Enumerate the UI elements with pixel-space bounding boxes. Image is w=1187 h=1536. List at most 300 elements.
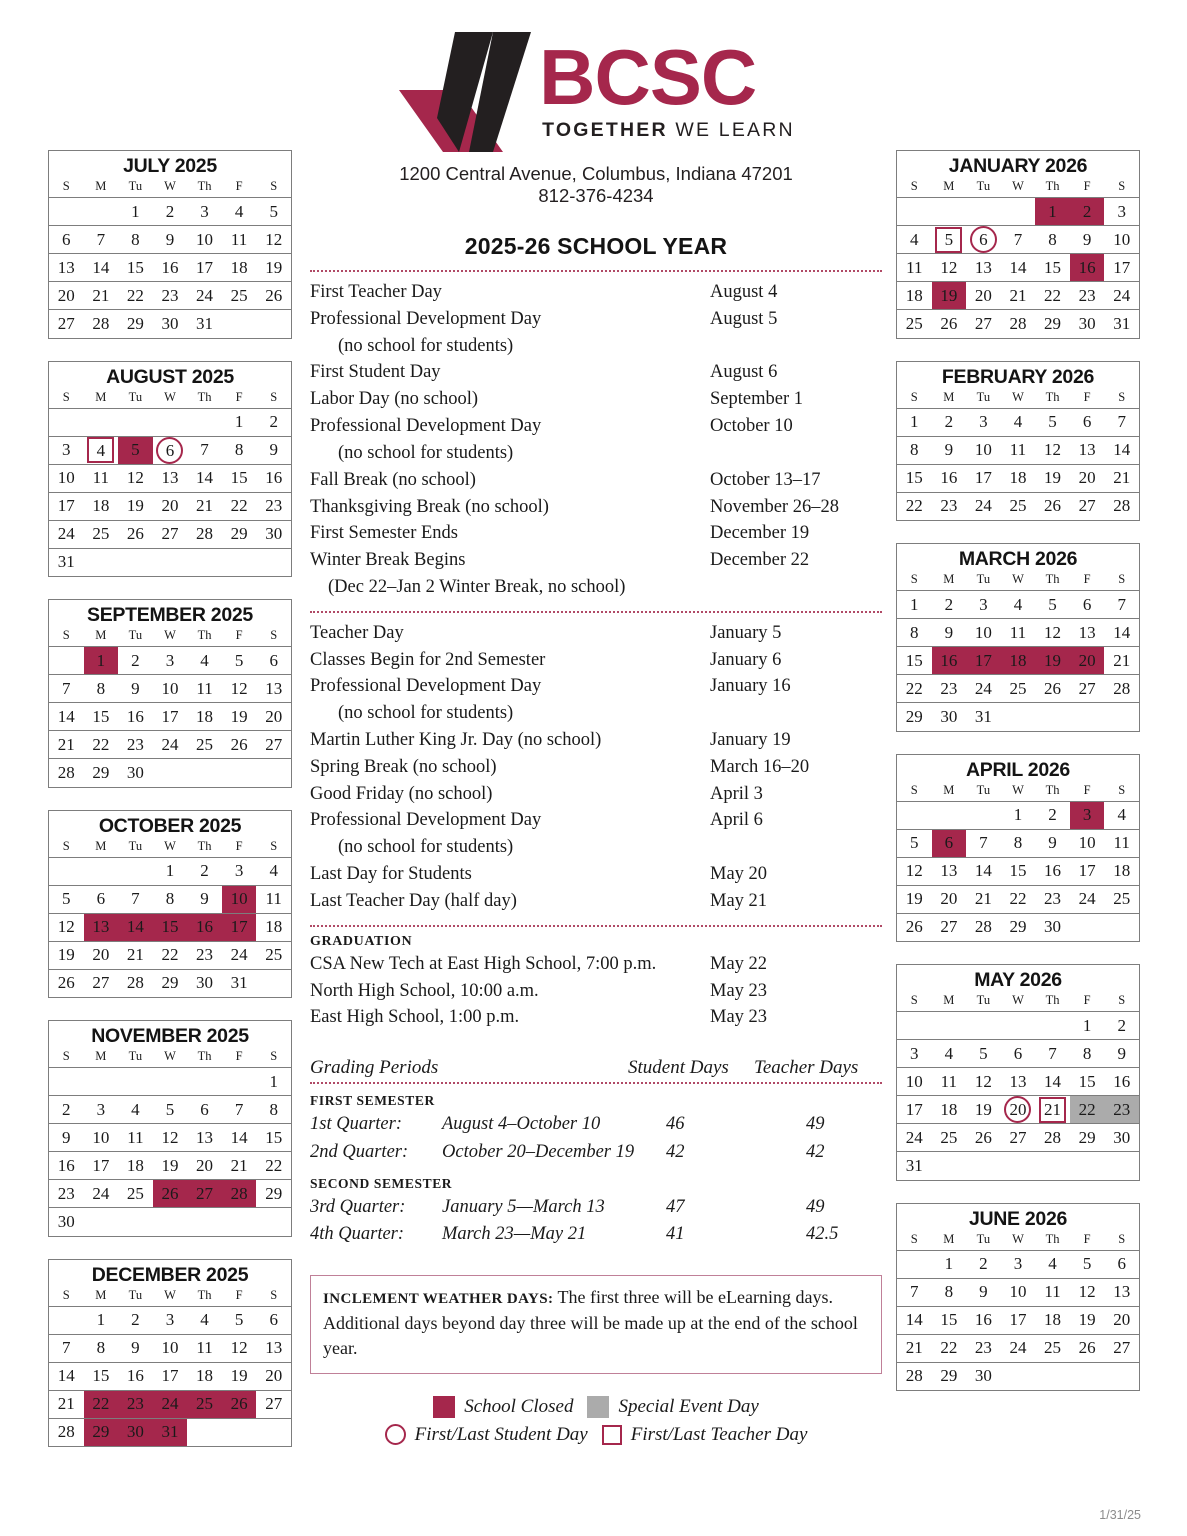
day-cell[interactable]: 6	[1070, 591, 1105, 619]
day-cell[interactable]: 24	[1001, 1334, 1036, 1362]
day-cell[interactable]: 14	[1001, 254, 1036, 282]
day-cell[interactable]: 22	[84, 731, 119, 759]
day-cell[interactable]: 8	[1001, 829, 1036, 857]
day-cell[interactable]: 15	[84, 1362, 119, 1390]
day-cell[interactable]: 21	[49, 1390, 84, 1418]
day-cell[interactable]: 12	[966, 1068, 1001, 1096]
day-cell[interactable]: 21	[1104, 464, 1139, 492]
day-cell[interactable]: 6	[256, 647, 291, 675]
day-cell[interactable]: 2	[966, 1250, 1001, 1278]
day-cell[interactable]: 9	[966, 1278, 1001, 1306]
day-cell[interactable]: 24	[1070, 885, 1105, 913]
day-cell[interactable]: 5	[118, 436, 153, 464]
day-cell[interactable]: 15	[256, 1124, 291, 1152]
day-cell[interactable]: 1	[897, 408, 932, 436]
day-cell[interactable]: 9	[118, 675, 153, 703]
day-cell[interactable]: 16	[966, 1306, 1001, 1334]
day-cell[interactable]: 24	[966, 675, 1001, 703]
day-cell[interactable]: 8	[84, 675, 119, 703]
day-cell[interactable]: 23	[932, 675, 967, 703]
day-cell[interactable]: 4	[1104, 801, 1139, 829]
day-cell[interactable]: 26	[1035, 675, 1070, 703]
day-cell[interactable]: 16	[118, 1362, 153, 1390]
day-cell[interactable]: 22	[1035, 282, 1070, 310]
day-cell[interactable]: 23	[1104, 1096, 1139, 1124]
day-cell[interactable]: 31	[153, 1418, 188, 1446]
day-cell[interactable]: 18	[118, 1152, 153, 1180]
day-cell[interactable]: 13	[49, 254, 84, 282]
day-cell[interactable]: 11	[1001, 436, 1036, 464]
day-cell[interactable]: 11	[222, 226, 257, 254]
day-cell[interactable]: 12	[1070, 1278, 1105, 1306]
day-cell[interactable]: 20	[153, 492, 188, 520]
day-cell[interactable]: 10	[49, 464, 84, 492]
day-cell[interactable]: 14	[49, 703, 84, 731]
day-cell[interactable]: 9	[187, 885, 222, 913]
day-cell[interactable]: 24	[49, 520, 84, 548]
day-cell[interactable]: 3	[1070, 801, 1105, 829]
day-cell[interactable]: 17	[153, 1362, 188, 1390]
day-cell[interactable]: 22	[256, 1152, 291, 1180]
day-cell[interactable]: 23	[187, 941, 222, 969]
day-cell[interactable]: 25	[256, 941, 291, 969]
day-cell[interactable]: 9	[1104, 1040, 1139, 1068]
day-cell[interactable]: 4	[932, 1040, 967, 1068]
day-cell[interactable]: 3	[153, 1306, 188, 1334]
day-cell[interactable]: 15	[897, 647, 932, 675]
day-cell[interactable]: 2	[1070, 198, 1105, 226]
day-cell[interactable]: 30	[1044, 917, 1062, 937]
day-cell[interactable]: 1	[932, 1250, 967, 1278]
day-cell[interactable]: 7	[49, 1334, 84, 1362]
day-cell[interactable]: 29	[940, 1366, 958, 1386]
day-cell[interactable]: 27	[1070, 675, 1105, 703]
day-cell[interactable]: 5	[153, 1096, 188, 1124]
day-cell[interactable]: 15	[1035, 254, 1070, 282]
day-cell[interactable]: 23	[940, 496, 958, 516]
day-cell[interactable]: 17	[966, 464, 1001, 492]
day-cell[interactable]: 22	[153, 941, 188, 969]
day-cell[interactable]: 8	[256, 1096, 291, 1124]
day-cell[interactable]: 10	[1001, 1278, 1036, 1306]
day-cell[interactable]: 16	[1104, 1068, 1139, 1096]
day-cell[interactable]: 8	[84, 1334, 119, 1362]
day-cell[interactable]: 21	[118, 941, 153, 969]
day-cell[interactable]: 18	[1035, 1306, 1070, 1334]
day-cell[interactable]: 20	[1104, 1306, 1139, 1334]
day-cell[interactable]: 19	[932, 282, 967, 310]
day-cell[interactable]: 18	[1104, 857, 1139, 885]
day-cell[interactable]: 6	[1104, 1250, 1139, 1278]
day-cell[interactable]: 23	[118, 1390, 153, 1418]
day-cell[interactable]: 1	[84, 1306, 119, 1334]
day-cell[interactable]: 17	[897, 1096, 932, 1124]
day-cell[interactable]: 18	[932, 1096, 967, 1124]
day-cell[interactable]: 30	[57, 1211, 75, 1231]
day-cell[interactable]: 7	[118, 885, 153, 913]
day-cell[interactable]: 21	[1104, 647, 1139, 675]
day-cell[interactable]: 11	[187, 675, 222, 703]
day-cell[interactable]	[932, 226, 967, 254]
day-cell[interactable]: 10	[153, 1334, 188, 1362]
day-cell[interactable]: 26	[153, 1180, 188, 1208]
day-cell[interactable]: 3	[1104, 198, 1139, 226]
day-cell[interactable]: 10	[153, 675, 188, 703]
day-cell[interactable]: 26	[222, 1390, 257, 1418]
day-cell[interactable]: 5	[1035, 408, 1070, 436]
day-cell[interactable]: 14	[897, 1306, 932, 1334]
day-cell[interactable]: 26	[966, 1124, 1001, 1152]
day-cell[interactable]: 29	[1044, 313, 1062, 333]
day-cell[interactable]: 24	[84, 1180, 119, 1208]
day-cell[interactable]: 27	[256, 1390, 291, 1418]
day-cell[interactable]	[84, 436, 119, 464]
day-cell[interactable]: 6	[932, 829, 967, 857]
day-cell[interactable]: 10	[84, 1124, 119, 1152]
day-cell[interactable]: 29	[92, 762, 110, 782]
day-cell[interactable]: 11	[1001, 619, 1036, 647]
day-cell[interactable]: 12	[222, 1334, 257, 1362]
day-cell[interactable]: 30	[196, 973, 214, 993]
day-cell[interactable]: 5	[1070, 1250, 1105, 1278]
day-cell[interactable]: 27	[1001, 1124, 1036, 1152]
day-cell[interactable]: 18	[187, 703, 222, 731]
day-cell[interactable]: 31	[57, 552, 75, 572]
day-cell[interactable]: 20	[256, 1362, 291, 1390]
day-cell[interactable]: 6	[256, 1306, 291, 1334]
day-cell[interactable]: 6	[1070, 408, 1105, 436]
day-cell[interactable]: 14	[84, 254, 119, 282]
day-cell[interactable]: 7	[49, 675, 84, 703]
day-cell[interactable]: 28	[57, 1422, 75, 1442]
day-cell[interactable]: 3	[222, 857, 257, 885]
day-cell[interactable]: 20	[966, 282, 1001, 310]
day-cell[interactable]: 16	[932, 464, 967, 492]
day-cell[interactable]: 19	[222, 1362, 257, 1390]
day-cell[interactable]: 20	[49, 282, 84, 310]
day-cell[interactable]: 22	[118, 282, 153, 310]
day-cell[interactable]: 21	[222, 1152, 257, 1180]
day-cell[interactable]: 22	[932, 1334, 967, 1362]
day-cell[interactable]: 4	[256, 857, 291, 885]
day-cell[interactable]: 2	[1104, 1012, 1139, 1040]
day-cell[interactable]: 24	[153, 731, 188, 759]
day-cell[interactable]: 29	[161, 973, 179, 993]
day-cell[interactable]: 19	[222, 703, 257, 731]
day-cell[interactable]: 9	[153, 226, 188, 254]
day-cell[interactable]: 17	[966, 647, 1001, 675]
day-cell[interactable]: 18	[256, 913, 291, 941]
day-cell[interactable]: 4	[1001, 591, 1036, 619]
day-cell[interactable]: 23	[966, 1334, 1001, 1362]
day-cell[interactable]: 13	[1070, 619, 1105, 647]
day-cell[interactable]: 2	[153, 198, 188, 226]
day-cell[interactable]: 3	[1001, 1250, 1036, 1278]
day-cell[interactable]	[1035, 1096, 1070, 1124]
day-cell[interactable]: 24	[1104, 282, 1139, 310]
day-cell[interactable]: 12	[118, 464, 153, 492]
day-cell[interactable]: 24	[974, 496, 992, 516]
day-cell[interactable]: 19	[153, 1152, 188, 1180]
day-cell[interactable]: 16	[1035, 857, 1070, 885]
day-cell[interactable]: 4	[1001, 408, 1036, 436]
day-cell[interactable]: 29	[84, 1418, 119, 1446]
day-cell[interactable]: 27	[187, 1180, 222, 1208]
day-cell[interactable]: 18	[897, 282, 932, 310]
day-cell[interactable]: 26	[1044, 496, 1062, 516]
day-cell[interactable]: 11	[187, 1334, 222, 1362]
day-cell[interactable]: 14	[222, 1124, 257, 1152]
day-cell[interactable]: 17	[84, 1152, 119, 1180]
day-cell[interactable]: 24	[897, 1124, 932, 1152]
day-cell[interactable]: 7	[897, 1278, 932, 1306]
day-cell[interactable]: 28	[57, 762, 75, 782]
day-cell[interactable]: 28	[905, 1366, 923, 1386]
day-cell[interactable]: 11	[118, 1124, 153, 1152]
day-cell[interactable]: 21	[187, 492, 222, 520]
day-cell[interactable]: 25	[84, 520, 119, 548]
day-cell[interactable]: 5	[222, 647, 257, 675]
day-cell[interactable]: 25	[1035, 1334, 1070, 1362]
day-cell[interactable]: 4	[1035, 1250, 1070, 1278]
day-cell[interactable]: 4	[897, 226, 932, 254]
day-cell[interactable]: 24	[153, 1390, 188, 1418]
day-cell[interactable]: 12	[932, 254, 967, 282]
day-cell[interactable]: 6	[49, 226, 84, 254]
day-cell[interactable]: 22	[1070, 1096, 1105, 1124]
day-cell[interactable]: 15	[84, 703, 119, 731]
day-cell[interactable]: 8	[222, 436, 257, 464]
day-cell[interactable]: 26	[118, 520, 153, 548]
day-cell[interactable]: 27	[1078, 496, 1096, 516]
day-cell[interactable]: 29	[1009, 917, 1027, 937]
day-cell[interactable]: 25	[187, 731, 222, 759]
day-cell[interactable]: 7	[1104, 408, 1139, 436]
day-cell[interactable]: 26	[905, 917, 923, 937]
day-cell[interactable]: 1	[153, 857, 188, 885]
day-cell[interactable]: 10	[1104, 226, 1139, 254]
day-cell[interactable]: 31	[230, 973, 248, 993]
day-cell[interactable]: 13	[1104, 1278, 1139, 1306]
day-cell[interactable]: 21	[897, 1334, 932, 1362]
day-cell[interactable]: 9	[932, 436, 967, 464]
day-cell[interactable]: 28	[222, 1180, 257, 1208]
day-cell[interactable]: 20	[256, 703, 291, 731]
day-cell[interactable]: 3	[49, 436, 84, 464]
day-cell[interactable]: 3	[153, 647, 188, 675]
day-cell[interactable]: 9	[118, 1334, 153, 1362]
day-cell[interactable]: 27	[940, 917, 958, 937]
day-cell[interactable]: 22	[905, 496, 923, 516]
day-cell[interactable]: 28	[92, 313, 110, 333]
day-cell[interactable]: 26	[222, 731, 257, 759]
day-cell[interactable]: 8	[1035, 226, 1070, 254]
day-cell[interactable]: 7	[1104, 591, 1139, 619]
day-cell[interactable]: 25	[1009, 496, 1027, 516]
day-cell[interactable]: 12	[49, 913, 84, 941]
day-cell[interactable]: 2	[932, 408, 967, 436]
day-cell[interactable]: 28	[1104, 675, 1139, 703]
day-cell[interactable]: 30	[1104, 1124, 1139, 1152]
day-cell[interactable]: 25	[1104, 885, 1139, 913]
day-cell[interactable]: 25	[222, 282, 257, 310]
day-cell[interactable]: 16	[256, 464, 291, 492]
day-cell[interactable]: 28	[126, 973, 144, 993]
day-cell[interactable]: 17	[1070, 857, 1105, 885]
day-cell[interactable]: 1	[84, 647, 119, 675]
day-cell[interactable]: 2	[118, 1306, 153, 1334]
day-cell[interactable]: 23	[1070, 282, 1105, 310]
day-cell[interactable]: 22	[222, 492, 257, 520]
day-cell[interactable]: 31	[196, 313, 214, 333]
day-cell[interactable]: 10	[222, 885, 257, 913]
day-cell[interactable]	[966, 226, 1001, 254]
day-cell[interactable]: 15	[897, 464, 932, 492]
day-cell[interactable]: 1	[256, 1068, 291, 1096]
day-cell[interactable]: 30	[126, 762, 144, 782]
day-cell[interactable]: 10	[187, 226, 222, 254]
day-cell[interactable]: 10	[897, 1068, 932, 1096]
day-cell[interactable]: 11	[1104, 829, 1139, 857]
day-cell[interactable]: 7	[187, 436, 222, 464]
day-cell[interactable]	[153, 436, 188, 464]
day-cell[interactable]: 17	[49, 492, 84, 520]
day-cell[interactable]: 19	[897, 885, 932, 913]
day-cell[interactable]: 6	[84, 885, 119, 913]
day-cell[interactable]: 12	[1035, 619, 1070, 647]
day-cell[interactable]: 7	[84, 226, 119, 254]
day-cell[interactable]: 28	[1035, 1124, 1070, 1152]
day-cell[interactable]: 16	[932, 647, 967, 675]
day-cell[interactable]: 19	[256, 254, 291, 282]
day-cell[interactable]: 20	[84, 941, 119, 969]
day-cell[interactable]: 14	[1035, 1068, 1070, 1096]
day-cell[interactable]: 30	[974, 1366, 992, 1386]
day-cell[interactable]: 23	[118, 731, 153, 759]
day-cell[interactable]: 20	[187, 1152, 222, 1180]
day-cell[interactable]	[1001, 1096, 1036, 1124]
day-cell[interactable]: 8	[897, 619, 932, 647]
day-cell[interactable]: 14	[187, 464, 222, 492]
day-cell[interactable]: 18	[1001, 464, 1036, 492]
day-cell[interactable]: 31	[974, 706, 992, 726]
day-cell[interactable]: 28	[187, 520, 222, 548]
day-cell[interactable]: 24	[222, 941, 257, 969]
day-cell[interactable]: 21	[84, 282, 119, 310]
day-cell[interactable]: 28	[1009, 313, 1027, 333]
day-cell[interactable]: 8	[153, 885, 188, 913]
day-cell[interactable]: 26	[1070, 1334, 1105, 1362]
day-cell[interactable]: 14	[1104, 436, 1139, 464]
day-cell[interactable]: 9	[256, 436, 291, 464]
day-cell[interactable]: 20	[932, 885, 967, 913]
day-cell[interactable]: 9	[1035, 829, 1070, 857]
day-cell[interactable]: 15	[222, 464, 257, 492]
day-cell[interactable]: 3	[897, 1040, 932, 1068]
day-cell[interactable]: 19	[1070, 1306, 1105, 1334]
day-cell[interactable]: 9	[49, 1124, 84, 1152]
day-cell[interactable]: 1	[1035, 198, 1070, 226]
day-cell[interactable]: 7	[966, 829, 1001, 857]
day-cell[interactable]: 13	[187, 1124, 222, 1152]
day-cell[interactable]: 25	[118, 1180, 153, 1208]
day-cell[interactable]: 3	[84, 1096, 119, 1124]
day-cell[interactable]: 25	[1001, 675, 1036, 703]
day-cell[interactable]: 31	[1113, 313, 1131, 333]
day-cell[interactable]: 5	[49, 885, 84, 913]
day-cell[interactable]: 25	[932, 1124, 967, 1152]
day-cell[interactable]: 22	[897, 675, 932, 703]
day-cell[interactable]: 6	[1001, 1040, 1036, 1068]
day-cell[interactable]: 2	[256, 408, 291, 436]
day-cell[interactable]: 17	[1104, 254, 1139, 282]
day-cell[interactable]: 13	[1070, 436, 1105, 464]
day-cell[interactable]: 28	[974, 917, 992, 937]
day-cell[interactable]: 13	[256, 675, 291, 703]
day-cell[interactable]: 1	[897, 591, 932, 619]
day-cell[interactable]: 7	[222, 1096, 257, 1124]
day-cell[interactable]: 22	[84, 1390, 119, 1418]
day-cell[interactable]: 2	[1035, 801, 1070, 829]
day-cell[interactable]: 30	[118, 1418, 153, 1446]
day-cell[interactable]: 15	[1070, 1068, 1105, 1096]
day-cell[interactable]: 18	[1001, 647, 1036, 675]
day-cell[interactable]: 27	[1104, 1334, 1139, 1362]
day-cell[interactable]: 26	[256, 282, 291, 310]
day-cell[interactable]: 29	[905, 706, 923, 726]
day-cell[interactable]: 7	[1001, 226, 1036, 254]
day-cell[interactable]: 21	[966, 885, 1001, 913]
day-cell[interactable]: 12	[256, 226, 291, 254]
day-cell[interactable]: 11	[932, 1068, 967, 1096]
day-cell[interactable]: 30	[256, 520, 291, 548]
day-cell[interactable]: 19	[1035, 647, 1070, 675]
day-cell[interactable]: 29	[256, 1180, 291, 1208]
day-cell[interactable]: 31	[905, 1155, 923, 1175]
day-cell[interactable]: 7	[1035, 1040, 1070, 1068]
day-cell[interactable]: 13	[153, 464, 188, 492]
day-cell[interactable]: 19	[966, 1096, 1001, 1124]
day-cell[interactable]: 11	[1035, 1278, 1070, 1306]
day-cell[interactable]: 9	[1070, 226, 1105, 254]
day-cell[interactable]: 17	[1001, 1306, 1036, 1334]
day-cell[interactable]: 20	[1070, 464, 1105, 492]
day-cell[interactable]: 14	[966, 857, 1001, 885]
day-cell[interactable]: 29	[222, 520, 257, 548]
day-cell[interactable]: 16	[118, 703, 153, 731]
day-cell[interactable]: 13	[84, 913, 119, 941]
day-cell[interactable]: 15	[1001, 857, 1036, 885]
day-cell[interactable]: 10	[966, 436, 1001, 464]
day-cell[interactable]: 12	[153, 1124, 188, 1152]
day-cell[interactable]: 5	[256, 198, 291, 226]
day-cell[interactable]: 30	[161, 313, 179, 333]
day-cell[interactable]: 17	[222, 913, 257, 941]
day-cell[interactable]: 5	[897, 829, 932, 857]
day-cell[interactable]: 18	[84, 492, 119, 520]
day-cell[interactable]: 30	[940, 706, 958, 726]
day-cell[interactable]: 3	[966, 591, 1001, 619]
day-cell[interactable]: 17	[187, 254, 222, 282]
day-cell[interactable]: 9	[932, 619, 967, 647]
day-cell[interactable]: 18	[222, 254, 257, 282]
day-cell[interactable]: 3	[187, 198, 222, 226]
day-cell[interactable]: 8	[1070, 1040, 1105, 1068]
day-cell[interactable]: 8	[118, 226, 153, 254]
day-cell[interactable]: 28	[1113, 496, 1131, 516]
day-cell[interactable]: 16	[1070, 254, 1105, 282]
day-cell[interactable]: 8	[932, 1278, 967, 1306]
